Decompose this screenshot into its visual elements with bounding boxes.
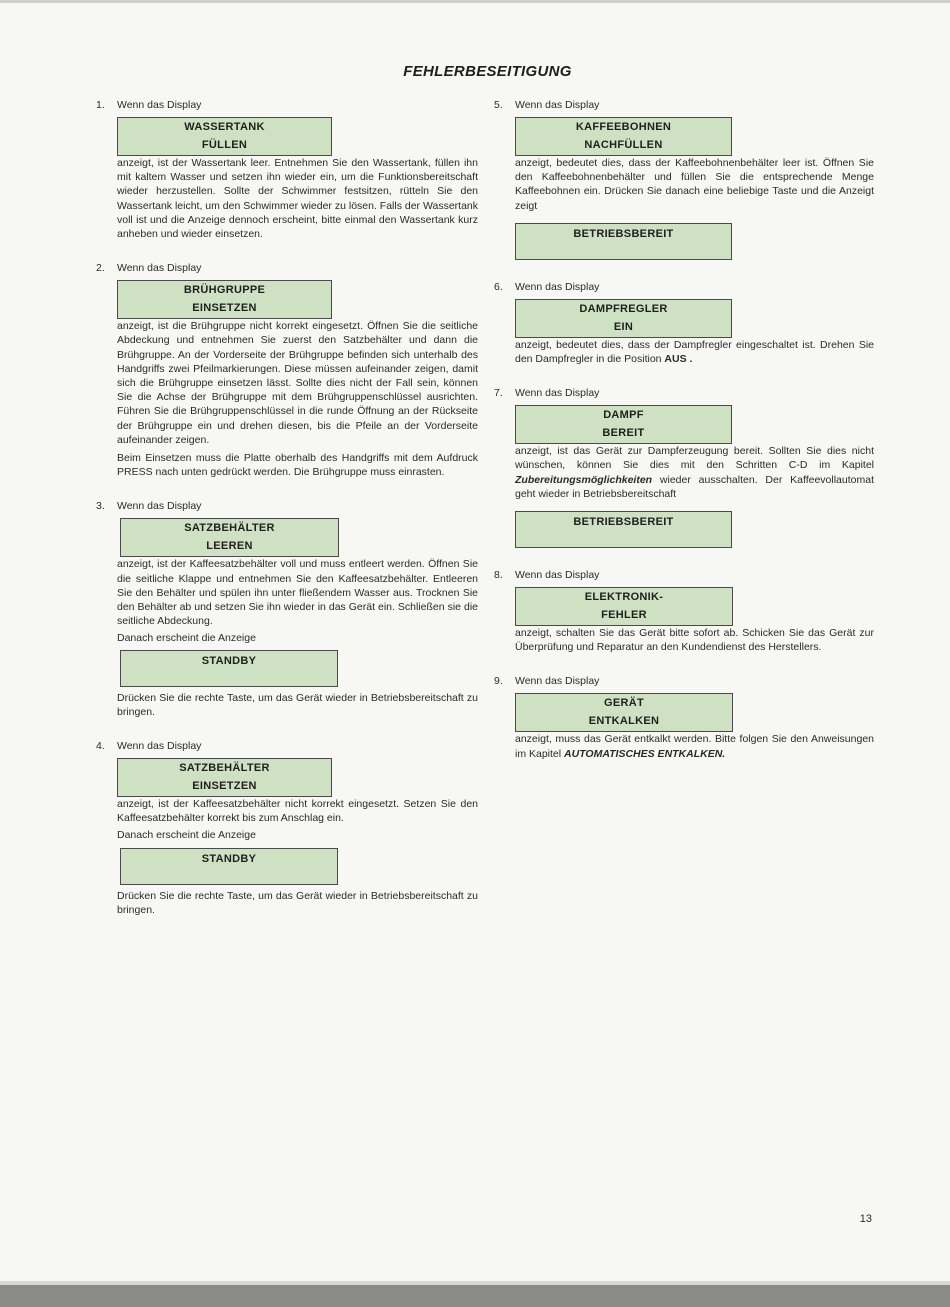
display-line-1: GERÄT: [604, 697, 644, 710]
item-text: anzeigt, ist der Kaffeesatzbehälter nicht korrekt eingesetzt. Setzen Sie den Kaffeesatzbehälter korrekt bis zum Anschlag ein.: [117, 798, 478, 825]
display-wassertank-fuellen: [117, 117, 332, 156]
after-text: Drücken Sie die rechte Taste, um das Gerät wieder in Betriebsbereitschaft zu bringen.: [117, 691, 478, 718]
item-text: anzeigt, ist die Brühgruppe nicht korrekt eingesetzt. Öffnen Sie die seitliche Abdeckung und entnehmen Sie zuerst den Satzbehälter und dann die Brühgruppe. An der Vorderseite der Brühgruppe befinden sich unterhalb des Handgriffs zwei Pfeilmarkierungen. Diese müssen aufeinander zeigen, damit sich die Brühgruppe einsetzen lässt. Sollte dies nicht der Fall sein, können Sie die Achse der Brühgruppe mit dem Brühgruppenschlüssel ausrichten. Führen Sie die Brühgruppenschlüssel in die runde Öffnung an der Rückseite der Brühgruppe ein und drehen diesen, bis die Pfeile an der Vorderseite aufeinander zeigen.: [117, 320, 478, 446]
display-line-2: ENTKALKEN: [588, 715, 660, 728]
item-text-2: Beim Einsetzen muss die Platte oberhalb des Handgriffs mit dem Aufdruck PRESS nach unten gedrückt werden. Die Brühgruppe muss einrasten.: [117, 452, 478, 479]
display-line-2: EIN: [613, 320, 634, 333]
item-1: [96, 98, 478, 241]
item-5: [494, 98, 874, 260]
display-line-2: BEREIT: [602, 427, 645, 440]
item-7: [494, 386, 874, 548]
item-text-paragraph: [515, 444, 874, 501]
page-bottom-edge: [0, 1285, 950, 1307]
item-number: 2.: [96, 262, 105, 275]
intro-text: Wenn das Display: [117, 262, 202, 275]
item-text: anzeigt, schalten Sie das Gerät bitte sofort ab. Schicken Sie das Gerät zur Überprüfung und Reparatur an den Kundendienst des Herstellers.: [515, 627, 874, 654]
item-number: 3.: [96, 500, 105, 513]
display-line-2: EINSETZEN: [192, 780, 257, 793]
item-text-paragraph: [515, 732, 874, 760]
item-number: 6.: [494, 280, 503, 293]
display-kaffeebohnen-nachfuellen: [515, 117, 732, 156]
item-text-bold: AUS .: [664, 353, 693, 366]
display-satzbehaelter-leeren: [120, 518, 339, 557]
after-text: Drücken Sie die rechte Taste, um das Gerät wieder in Betriebsbereitschaft zu bringen.: [117, 889, 478, 916]
display-elektronik-fehler: [515, 587, 733, 626]
item-text: anzeigt, muss das Gerät entkalkt werden. Bitte folgen Sie den Anweisungen im Kapitel: [515, 733, 874, 760]
intro-text: Wenn das Display: [515, 569, 600, 582]
item-3: [96, 499, 478, 719]
display-line-1: BRÜHGRUPPE: [183, 284, 266, 297]
display-line-1: SATZBEHÄLTER: [184, 522, 275, 535]
display-line-2: FEHLER: [601, 609, 647, 622]
item-number: 1.: [96, 99, 105, 111]
item-9: [494, 674, 874, 760]
item-number: 8.: [494, 569, 503, 582]
item-text: anzeigt, ist der Wassertank leer. Entnehmen Sie den Wassertank, füllen ihn mit kaltem Wasser und setzen ihn wieder ein, um die Funktionsbereitschaft wieder herzustellen. Sollte der Schwimmer festsitzen, rütteln Sie den Wassertank leicht, um den Schwimmer wieder zu lösen. Falls der Wassertank voll ist und die Anzeige dennoch erscheint, bitte einmal den Wassertank kurz anheben und wieder einsetzen.: [117, 157, 479, 241]
page-number: 13: [859, 1213, 872, 1225]
display-line-2: FÜLLEN: [201, 139, 248, 151]
intro-text: Wenn das Display: [117, 740, 202, 753]
display-line-1: KAFFEEBOHNEN: [575, 121, 672, 133]
display-standby: STANDBY: [120, 650, 338, 687]
item-4: [96, 739, 478, 917]
display-line-1: DAMPFREGLER: [579, 302, 668, 315]
page-top-edge: [0, 0, 950, 3]
display-line-2: EINSETZEN: [192, 302, 257, 315]
display-betriebsbereit: BETRIEBSBEREIT: [515, 511, 732, 548]
display-bruehgruppe-einsetzen: [117, 280, 332, 319]
intro-text: Wenn das Display: [515, 99, 600, 111]
display-line-2: LEEREN: [206, 540, 253, 553]
item-text-emph: AUTOMATISCHES ENTKALKEN.: [564, 747, 726, 760]
item-number: 7.: [494, 387, 503, 400]
display-dampfregler-ein: [515, 299, 732, 338]
then-text: Danach erscheint die Anzeige: [117, 829, 256, 842]
left-column: [96, 98, 478, 922]
item-text-emph: Zubereitungsmöglichkeiten: [515, 473, 653, 486]
then-text: Danach erscheint die Anzeige: [117, 632, 256, 645]
intro-text: Wenn das Display: [515, 675, 600, 688]
display-line-1: SATZBEHÄLTER: [179, 762, 270, 775]
intro-text: Wenn das Display: [117, 99, 202, 111]
item-text: anzeigt, bedeutet dies, dass der Dampfregler eingeschaltet ist. Drehen Sie den Dampfregler in die Position: [515, 338, 874, 366]
display-geraet-entkalken: [515, 693, 733, 732]
item-8: [494, 568, 874, 654]
right-column: [494, 98, 874, 761]
intro-text: Wenn das Display: [515, 280, 600, 293]
display-standby: STANDBY: [120, 848, 338, 885]
intro-text: Wenn das Display: [515, 387, 600, 400]
page-title: FEHLERBESEITIGUNG: [403, 63, 572, 80]
display-line-2: NACHFÜLLEN: [584, 139, 663, 151]
display-line-1: WASSERTANK: [184, 121, 265, 133]
item-text: anzeigt, ist das Gerät zur Dampferzeugung bereit. Sollten Sie dies nicht wünschen, können Sie dies mit den Schritten C-D im Kapitel: [515, 445, 874, 472]
item-text: anzeigt, ist der Kaffeesatzbehälter voll und muss entleert werden. Öffnen Sie die seitliche Klappe und entnehmen Sie den Kaffeesatzbehälter. Entleeren Sie den Behälter und spülen ihn unter fließendem Wasser aus. Trocknen Sie den Behälter ab und setzen Sie ihn wieder in das Gerät ein. Schließen sie die seitliche Abdeckung.: [117, 558, 478, 628]
item-2: [96, 261, 478, 479]
intro-text: Wenn das Display: [117, 500, 202, 513]
display-line-1: DAMPF: [603, 409, 644, 422]
display-dampf-bereit: [515, 405, 732, 444]
display-satzbehaelter-einsetzen: [117, 758, 332, 797]
item-text-paragraph: [515, 338, 874, 366]
item-text: anzeigt, bedeutet dies, dass der Kaffeebohnenbehälter leer ist. Öffnen Sie den Kaffeebohnenbehälter und füllen Sie die entsprechende Menge Kaffeebohnen ein. Drücken Sie danach eine beliebige Taste und die Anzeigt zeigt: [515, 157, 874, 212]
item-number: 4.: [96, 740, 105, 753]
item-number: 5.: [494, 99, 503, 111]
display-betriebsbereit: BETRIEBSBEREIT: [515, 223, 732, 260]
item-number: 9.: [494, 675, 503, 688]
display-line-1: ELEKTRONIK-: [584, 591, 664, 604]
item-6: [494, 280, 874, 366]
item-text-end: wieder ausschalten. Der Kaffeevollautomat geht wieder in Betriebsbereitschaft: [515, 473, 874, 500]
